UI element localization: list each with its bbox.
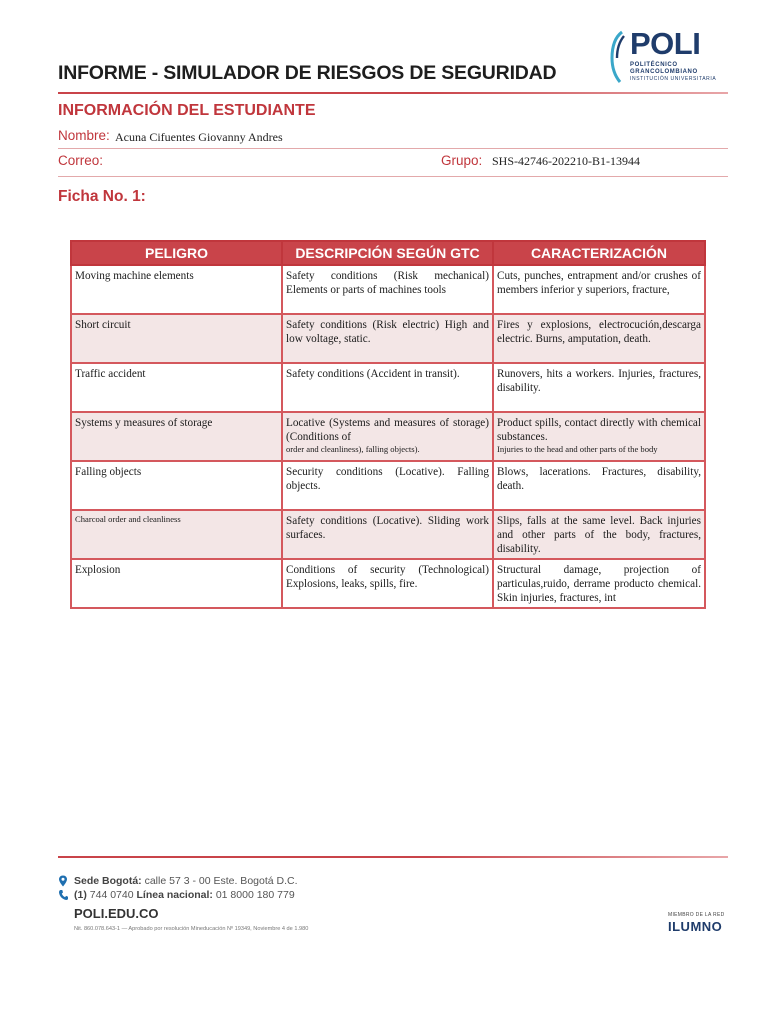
phone-icon	[58, 889, 68, 901]
table-header-row	[71, 241, 705, 265]
cell-text: Runovers, hits a workers. Injuries, fractures, disability.	[497, 368, 701, 395]
cell-text: Falling objects	[75, 466, 142, 478]
ilumno-member-label: MIEMBRO DE LA RED	[668, 912, 725, 918]
email-label: Correo:	[58, 153, 104, 168]
address-label: Sede Bogotá:	[74, 875, 142, 887]
cell-peligro	[71, 412, 282, 461]
student-section-title: INFORMACIÓN DEL ESTUDIANTE	[58, 102, 316, 119]
table-row	[71, 265, 705, 314]
cell-text: Explosion	[75, 564, 121, 576]
footer-website[interactable]: POLI.EDU.CO	[74, 906, 159, 921]
group-label: Grupo:	[441, 153, 483, 168]
cell-text: Blows, lacerations. Fractures, disability, death.	[497, 466, 701, 493]
footer-address	[74, 875, 298, 887]
footer-divider	[58, 856, 728, 858]
ilumno-logo: ILUMNO	[668, 919, 723, 934]
logo-line-1: POLITÉCNICO	[630, 62, 678, 68]
cell-descripcion	[282, 559, 493, 608]
cell-text	[286, 416, 489, 458]
phone-number: 744 0740	[86, 889, 137, 901]
cell-text: Conditions of security (Technological) Explosions, leaks, spills, fire.	[286, 564, 489, 591]
header-peligro: PELIGRO	[71, 241, 282, 265]
cell-caracterizacion	[493, 314, 705, 363]
cell-descripcion	[282, 265, 493, 314]
name-value: Acuna Cifuentes Giovanny Andres	[115, 130, 283, 144]
cell-text: Cuts, punches, entrapment and/or crushes of members inferior y superiors, fracture,	[497, 270, 701, 297]
name-divider	[58, 148, 728, 149]
address-text: calle 57 3 - 00 Este. Bogotá D.C.	[141, 875, 298, 887]
footer-phone	[74, 889, 295, 901]
table-row	[71, 314, 705, 363]
cell-peligro	[71, 265, 282, 314]
national-line-label: Línea nacional:	[136, 889, 213, 901]
cell-caracterizacion	[493, 461, 705, 510]
cell-peligro	[71, 510, 282, 559]
cell-descripcion	[282, 363, 493, 412]
name-label: Nombre:	[58, 128, 110, 143]
phone-area: (1)	[74, 889, 87, 901]
cell-peligro	[71, 363, 282, 412]
cell-text: Safety conditions (Risk electric) High and low voltage, static.	[286, 319, 489, 346]
cell-text: Safety conditions (Accident in transit).	[286, 368, 460, 380]
cell-descripcion	[282, 461, 493, 510]
logo-line-2: GRANCOLOMBIANO	[630, 69, 698, 75]
table-row	[71, 461, 705, 510]
cell-caracterizacion	[493, 412, 705, 461]
cell-descripcion	[282, 510, 493, 559]
cell-descripcion	[282, 412, 493, 461]
cell-text-small: Injuries to the head and other parts of the body	[497, 444, 658, 455]
cell-text-main: Product spills, contact directly with chemical substances.	[497, 417, 701, 444]
table-row	[71, 510, 705, 559]
cell-text: Short circuit	[75, 319, 131, 331]
cell-text-small: order and cleanliness), falling objects).	[286, 444, 420, 455]
cell-descripcion	[282, 314, 493, 363]
footer-nit: Nit. 860.078.643-1 — Aprobado por resolución Mineducación Nº 19349, Noviembre 4 de 1.980	[74, 926, 309, 932]
cell-text: Safety conditions (Risk mechanical) Elements or parts of machines tools	[286, 270, 489, 297]
header-caracterizacion: CARACTERIZACIÓN	[493, 241, 705, 265]
national-line-number: 01 8000 180 779	[212, 889, 295, 901]
table-row	[71, 363, 705, 412]
ficha-label: Ficha No. 1:	[58, 188, 146, 205]
cell-text: Fires y explosions, electrocución,descarga electric. Burns, amputation, death.	[497, 319, 701, 346]
cell-caracterizacion	[493, 265, 705, 314]
table-row	[71, 559, 705, 608]
cell-text: Safety conditions (Locative). Sliding work surfaces.	[286, 515, 489, 542]
cell-text: Systems y measures of storage	[75, 417, 213, 429]
cell-peligro	[71, 314, 282, 363]
cell-caracterizacion	[493, 510, 705, 559]
poli-logo-mark-icon	[608, 26, 630, 84]
report-title: INFORME - SIMULADOR DE RIESGOS DE SEGURIDAD	[58, 62, 557, 84]
header-descripcion: DESCRIPCIÓN SEGÚN GTC	[282, 241, 493, 265]
cell-text	[497, 416, 701, 458]
cell-text: Charcoal order and cleanliness	[75, 514, 181, 524]
email-divider	[58, 176, 728, 177]
cell-text: Traffic accident	[75, 368, 146, 380]
group-value: SHS-42746-202210-B1-13944	[492, 154, 641, 168]
cell-text: Slips, falls at the same level. Back injuries and other parts of the body, fractures, disability.	[497, 515, 701, 556]
table-row	[71, 412, 705, 461]
cell-text: Moving machine elements	[75, 270, 194, 282]
cell-caracterizacion	[493, 363, 705, 412]
location-pin-icon	[58, 875, 68, 887]
cell-caracterizacion	[493, 559, 705, 608]
hazard-table	[70, 240, 706, 609]
cell-text: Structural damage, projection of particulas,ruido, derrame producto chemical. Skin injuries, fractures, int	[497, 564, 701, 605]
cell-peligro	[71, 559, 282, 608]
header-divider	[58, 92, 728, 94]
logo-word: POLI	[630, 26, 701, 61]
poli-logo	[608, 26, 718, 86]
cell-peligro	[71, 461, 282, 510]
logo-line-3: INSTITUCIÓN UNIVERSITARIA	[630, 76, 717, 82]
cell-text-main: Locative (Systems and measures of storage) (Conditions of	[286, 417, 489, 444]
cell-text: Security conditions (Locative). Falling objects.	[286, 466, 489, 493]
